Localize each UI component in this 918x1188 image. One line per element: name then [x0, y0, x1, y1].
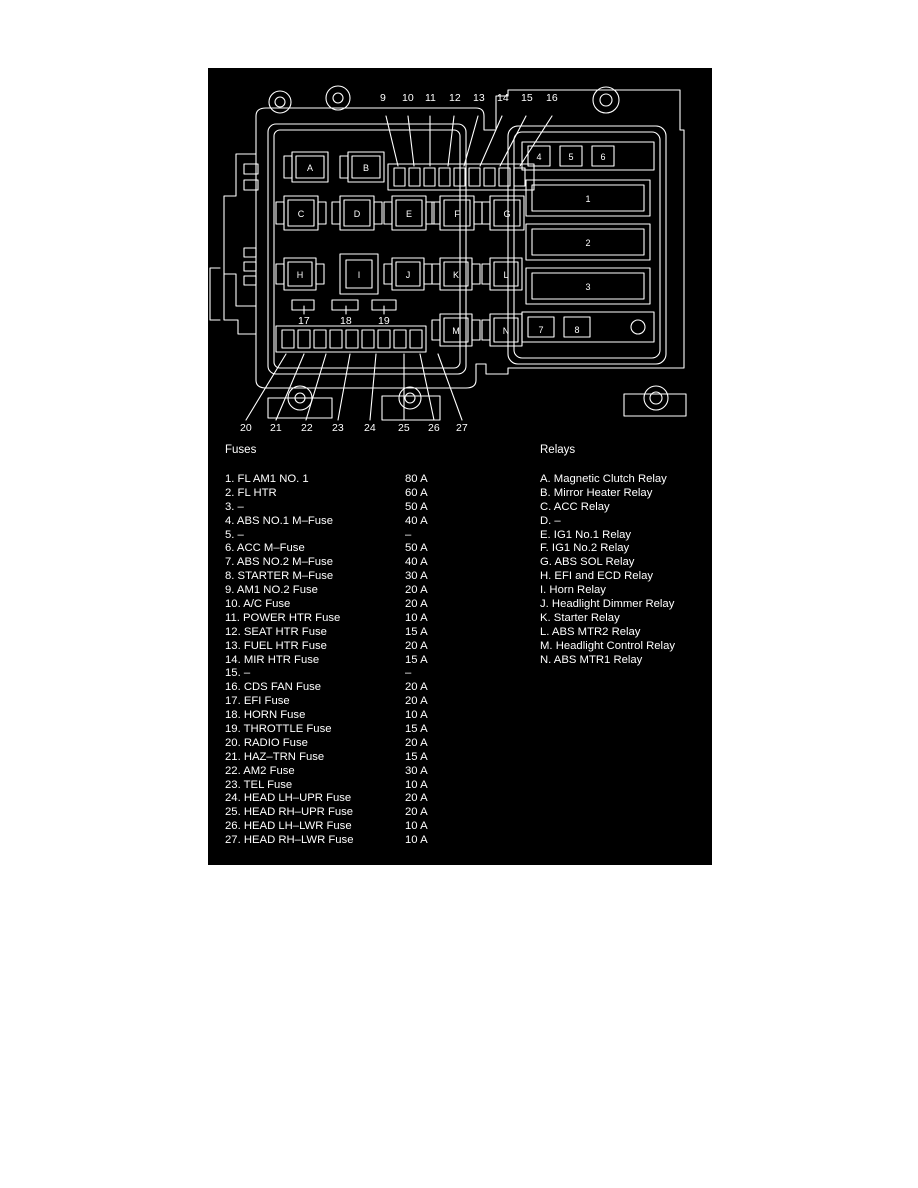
callout-16: 16 [546, 92, 558, 104]
legend [208, 443, 712, 865]
fuses-title: Fuses [225, 444, 257, 456]
block-number-3: 3 [585, 282, 591, 292]
fuse-row [225, 570, 485, 584]
fuse-label: 20. RADIO Fuse [225, 736, 308, 749]
fuse-amperage: 20 A [405, 736, 428, 749]
relay-row: D. – [540, 514, 561, 527]
callout-15: 15 [521, 92, 533, 104]
callout-12: 12 [449, 92, 461, 104]
callout-23: 23 [332, 422, 344, 434]
fuse-label: 6. ACC M–Fuse [225, 542, 305, 555]
fuse-label: 7. ABS NO.2 M–Fuse [225, 556, 333, 569]
fuse-amperage: 30 A [405, 570, 428, 583]
relay-letter-N: N [502, 326, 510, 336]
relay-letter-D: D [353, 209, 361, 219]
fuse-amperage: 80 A [405, 473, 428, 485]
relays-title: Relays [540, 444, 576, 456]
fuse-amperage: 20 A [405, 598, 428, 611]
fuse-amperage: 20 A [405, 792, 428, 805]
fuse-row [225, 779, 485, 793]
relay-letter-C: C [297, 209, 305, 219]
fuse-label: 12. SEAT HTR Fuse [225, 625, 327, 638]
relay-list [540, 473, 710, 667]
fuse-amperage: 15 A [405, 625, 428, 638]
fuse-row [225, 737, 485, 751]
fuse-amperage: 40 A [405, 514, 428, 527]
relay-box-svg [208, 68, 712, 443]
callout-10: 10 [402, 92, 414, 104]
relay-row: J. Headlight Dimmer Relay [540, 598, 675, 611]
relay-letter-J: J [405, 270, 411, 280]
fuse-amperage: 50 A [405, 542, 428, 555]
fuse-amperage: 15 A [405, 723, 428, 736]
relay-letter-B: B [362, 163, 370, 173]
fuse-amperage: 10 A [405, 820, 428, 833]
fuse-amperage: 20 A [405, 695, 428, 708]
fuse-row [225, 751, 485, 765]
fuse-row [225, 501, 485, 515]
fuse-row [225, 654, 485, 668]
relay-letter-H: H [296, 270, 304, 280]
fuse-label: 4. ABS NO.1 M–Fuse [225, 514, 333, 527]
block-number-6: 6 [600, 152, 606, 162]
block-number-7: 7 [538, 325, 544, 335]
fuse-row [225, 667, 485, 681]
callout-14: 14 [497, 92, 509, 104]
callout-26: 26 [428, 422, 440, 434]
relay-row: F. IG1 No.2 Relay [540, 542, 630, 555]
fuse-amperage: – [405, 667, 412, 680]
relay-row: C. ACC Relay [540, 500, 610, 513]
relay-letter-G: G [503, 209, 511, 219]
fuse-label: 19. THROTTLE Fuse [225, 723, 332, 736]
figure-panel [208, 68, 712, 865]
relay-row: K. Starter Relay [540, 611, 620, 624]
fuse-label: 26. HEAD LH–LWR Fuse [225, 820, 352, 833]
fuse-row [225, 598, 485, 612]
fuse-amperage: 20 A [405, 681, 428, 694]
fuse-list [225, 473, 485, 848]
block-number-8: 8 [574, 325, 580, 335]
callout-24: 24 [364, 422, 376, 434]
fuse-amperage: 15 A [405, 653, 428, 666]
fuse-row [225, 834, 485, 848]
fuse-row [225, 515, 485, 529]
callout-17: 17 [298, 315, 310, 327]
fuse-row [225, 529, 485, 543]
callout-11: 11 [425, 92, 436, 104]
callout-21: 21 [270, 422, 282, 434]
fuse-amperage: 10 A [405, 834, 428, 847]
fuse-label: 5. – [225, 528, 244, 541]
relay-letter-F: F [454, 209, 460, 219]
callout-9: 9 [380, 92, 386, 104]
fuse-amperage: 10 A [405, 709, 428, 722]
fuse-label: 21. HAZ–TRN Fuse [225, 750, 325, 763]
callout-25: 25 [398, 422, 410, 434]
fuse-row [225, 473, 485, 487]
fuse-label: 22. AM2 Fuse [225, 764, 295, 777]
relay-row: A. Magnetic Clutch Relay [540, 473, 667, 485]
fuse-row [225, 542, 485, 556]
fuse-amperage: 50 A [405, 500, 428, 513]
fuse-label: 3. – [225, 500, 244, 513]
fuse-amperage: – [405, 528, 412, 541]
fuse-amperage: 60 A [405, 486, 428, 499]
relay-row: L. ABS MTR2 Relay [540, 625, 641, 638]
relay-letter-E: E [405, 209, 413, 219]
fuse-row [225, 792, 485, 806]
fuse-label: 9. AM1 NO.2 Fuse [225, 584, 318, 597]
relay-row: G. ABS SOL Relay [540, 556, 635, 569]
callout-13: 13 [473, 92, 485, 104]
fuse-amperage: 40 A [405, 556, 428, 569]
relay-row: M. Headlight Control Relay [540, 639, 675, 652]
relay-letter-L: L [503, 270, 509, 280]
fuse-amperage: 20 A [405, 584, 428, 597]
block-number-2: 2 [585, 238, 591, 248]
fuse-label: 1. FL AM1 NO. 1 [225, 473, 309, 485]
relay-letter-I: I [357, 270, 361, 280]
fuse-row [225, 806, 485, 820]
fuse-label: 27. HEAD RH–LWR Fuse [225, 834, 354, 847]
fuse-row [225, 709, 485, 723]
relay-letter-A: A [306, 163, 314, 173]
relay-row: E. IG1 No.1 Relay [540, 528, 632, 541]
relay-row: N. ABS MTR1 Relay [540, 653, 643, 666]
fuse-label: 8. STARTER M–Fuse [225, 570, 334, 583]
fuse-label: 11. POWER HTR Fuse [225, 611, 341, 624]
block-number-4: 4 [536, 152, 542, 162]
fuse-label: 17. EFI Fuse [225, 695, 290, 708]
fuses-legend-column [225, 443, 485, 848]
callout-19: 19 [378, 315, 390, 327]
fuse-label: 2. FL HTR [225, 486, 277, 499]
fuse-label: 14. MIR HTR Fuse [225, 653, 320, 666]
fuse-row [225, 556, 485, 570]
fuse-label: 10. A/C Fuse [225, 598, 291, 611]
fuse-row [225, 723, 485, 737]
relay-letter-M: M [452, 326, 460, 336]
callout-27: 27 [456, 422, 468, 434]
fuse-amperage: 20 A [405, 806, 428, 819]
fuse-amperage: 30 A [405, 764, 428, 777]
relay-row: I. Horn Relay [540, 584, 606, 597]
fuse-label: 24. HEAD LH–UPR Fuse [225, 792, 352, 805]
relay-row: B. Mirror Heater Relay [540, 486, 653, 499]
block-number-5: 5 [568, 152, 574, 162]
relay-letter-K: K [452, 270, 460, 280]
callout-20: 20 [240, 422, 252, 434]
callout-18: 18 [340, 315, 352, 327]
fuse-amperage: 15 A [405, 750, 428, 763]
fuse-row [225, 681, 485, 695]
fuse-row [225, 640, 485, 654]
fuse-row [225, 626, 485, 640]
block-number-1: 1 [585, 194, 591, 204]
fuse-label: 23. TEL Fuse [225, 778, 293, 791]
fuse-label: 16. CDS FAN Fuse [225, 681, 322, 694]
relays-legend-column [540, 443, 710, 667]
fuse-label: 18. HORN Fuse [225, 709, 306, 722]
fuse-label: 13. FUEL HTR Fuse [225, 639, 327, 652]
fuse-amperage: 10 A [405, 611, 428, 624]
relay-box-diagram [208, 68, 712, 443]
fuse-row [225, 820, 485, 834]
fuse-label: 25. HEAD RH–UPR Fuse [225, 806, 354, 819]
fuse-row [225, 612, 485, 626]
callout-22: 22 [301, 422, 313, 434]
fuse-amperage: 10 A [405, 778, 428, 791]
fuse-amperage: 20 A [405, 639, 428, 652]
fuse-row [225, 487, 485, 501]
fuse-row [225, 695, 485, 709]
relay-row: H. EFI and ECD Relay [540, 570, 654, 583]
fuse-label: 15. – [225, 667, 251, 680]
fuse-row [225, 765, 485, 779]
fuse-row [225, 584, 485, 598]
